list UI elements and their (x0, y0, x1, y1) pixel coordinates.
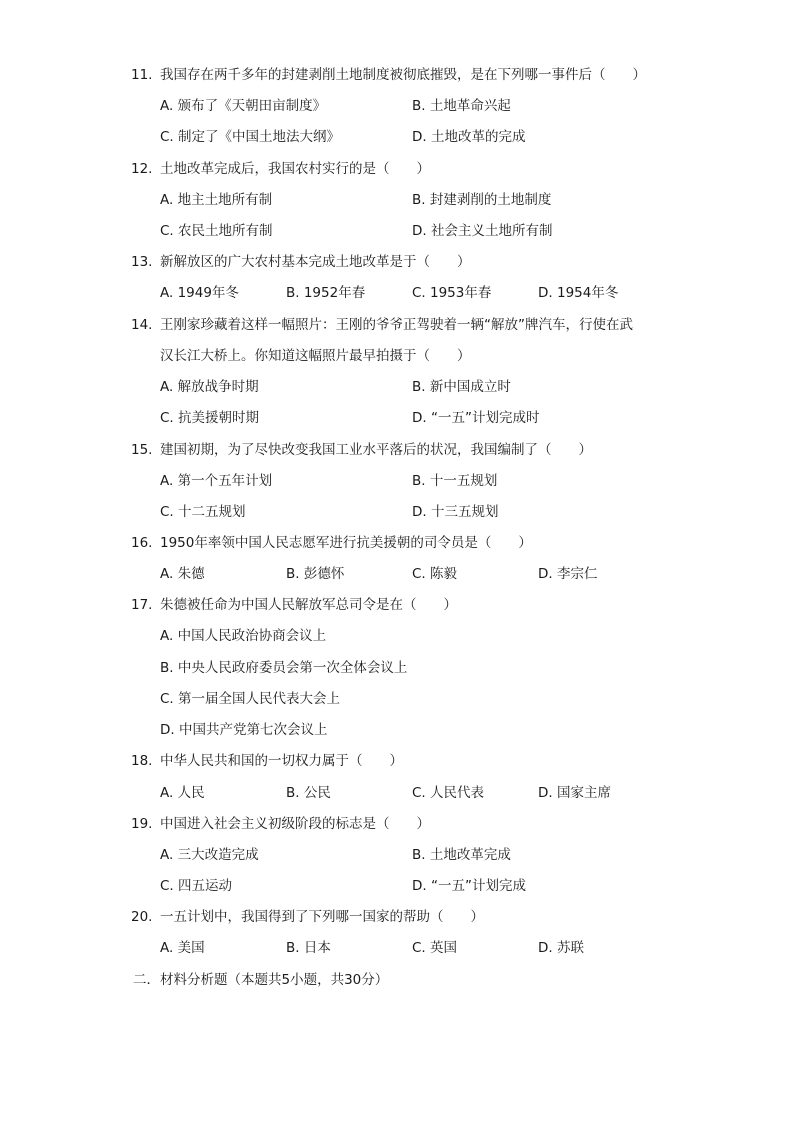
option-a[interactable]: A. 中国人民政治协商会议上 (160, 628, 327, 644)
question-text: 朱德被任命为中国人民解放军总司令是在（ ） (160, 597, 457, 613)
option-c[interactable]: C. 四五运动 (160, 878, 233, 894)
question-text: 建国初期，为了尽快改变我国工业水平落后的状况，我国编制了（ ） (160, 442, 592, 458)
option-a[interactable]: A. 朱德 (160, 566, 205, 582)
question-number: 20. (131, 909, 153, 925)
question-text: 我国存在两千多年的封建剥削土地制度被彻底摧毁，是在下列哪一事件后（ ） (160, 67, 646, 83)
question-number: 11. (131, 67, 153, 83)
option-a[interactable]: A. 解放战争时期 (160, 379, 259, 395)
option-d[interactable]: D. 1954年冬 (538, 285, 619, 301)
question-number: 14. (131, 317, 153, 333)
question-number: 15. (131, 442, 153, 458)
option-d[interactable]: D. 国家主席 (538, 785, 611, 801)
option-d[interactable]: D. 土地改革的完成 (412, 129, 526, 145)
option-c[interactable]: C. 十二五规划 (160, 504, 246, 520)
option-a[interactable]: A. 第一个五年计划 (160, 473, 273, 489)
option-a[interactable]: A. 1949年冬 (160, 285, 239, 301)
option-d[interactable]: D. 社会主义土地所有制 (412, 223, 553, 239)
question-number: 18. (131, 753, 153, 769)
question-number: 19. (131, 816, 153, 832)
question-text-continued: 汉长江大桥上。你知道这幅照片最早拍摄于（ ） (160, 348, 471, 364)
option-b[interactable]: B. 封建剥削的土地制度 (412, 192, 552, 208)
question-number: 13. (131, 254, 153, 270)
option-b[interactable]: B. 十一五规划 (412, 473, 498, 489)
option-a[interactable]: A. 人民 (160, 785, 205, 801)
question-number: 17. (131, 597, 153, 613)
option-b[interactable]: B. 彭德怀 (286, 566, 345, 582)
question-text: 中华人民共和国的一切权力属于（ ） (160, 753, 403, 769)
option-b[interactable]: B. 日本 (286, 940, 331, 956)
option-d[interactable]: D. 中国共产党第七次会议上 (160, 722, 328, 738)
option-c[interactable]: C. 抗美援朝时期 (160, 410, 260, 426)
option-b[interactable]: B. 公民 (286, 785, 331, 801)
option-d[interactable]: D. 李宗仁 (538, 566, 598, 582)
option-d[interactable]: D. 苏联 (538, 940, 584, 956)
option-d[interactable]: D. 十三五规划 (412, 504, 499, 520)
option-c[interactable]: C. 1953年春 (412, 285, 492, 301)
section-title: 二．材料分析题（本题共5小题，共30分） (133, 972, 389, 988)
option-d[interactable]: D. “一五”计划完成 (412, 878, 526, 894)
question-text: 一五计划中，我国得到了下列哪一国家的帮助（ ） (160, 909, 484, 925)
option-c[interactable]: C. 人民代表 (412, 785, 485, 801)
option-a[interactable]: A. 三大改造完成 (160, 847, 259, 863)
option-b[interactable]: B. 土地革命兴起 (412, 98, 511, 114)
option-a[interactable]: A. 地主土地所有制 (160, 192, 273, 208)
question-text: 土地改革完成后，我国农村实行的是（ ） (160, 161, 430, 177)
option-b[interactable]: B. 中央人民政府委员会第一次全体会议上 (160, 660, 408, 676)
option-c[interactable]: C. 制定了《中国土地法大纲》 (160, 129, 341, 145)
option-c[interactable]: C. 英国 (412, 940, 458, 956)
option-a[interactable]: A. 美国 (160, 940, 205, 956)
question-number: 16. (131, 535, 153, 551)
option-d[interactable]: D. “一五”计划完成时 (412, 410, 540, 426)
option-b[interactable]: B. 1952年春 (286, 285, 366, 301)
option-b[interactable]: B. 土地改革完成 (412, 847, 511, 863)
option-b[interactable]: B. 新中国成立时 (412, 379, 511, 395)
question-text: 新解放区的广大农村基本完成土地改革是于（ ） (160, 254, 471, 270)
option-c[interactable]: C. 陈毅 (412, 566, 458, 582)
option-c[interactable]: C. 第一届全国人民代表大会上 (160, 691, 341, 707)
option-a[interactable]: A. 颁布了《天朝田亩制度》 (160, 98, 327, 114)
question-text: 王刚家珍藏着这样一幅照片：王刚的爷爷正驾驶着一辆“解放”牌汽车，行使在武 (160, 317, 633, 333)
question-number: 12. (131, 161, 153, 177)
question-text: 1950年率领中国人民志愿军进行抗美援朝的司令员是（ ） (160, 535, 532, 551)
option-c[interactable]: C. 农民土地所有制 (160, 223, 273, 239)
question-text: 中国进入社会主义初级阶段的标志是（ ） (160, 816, 430, 832)
